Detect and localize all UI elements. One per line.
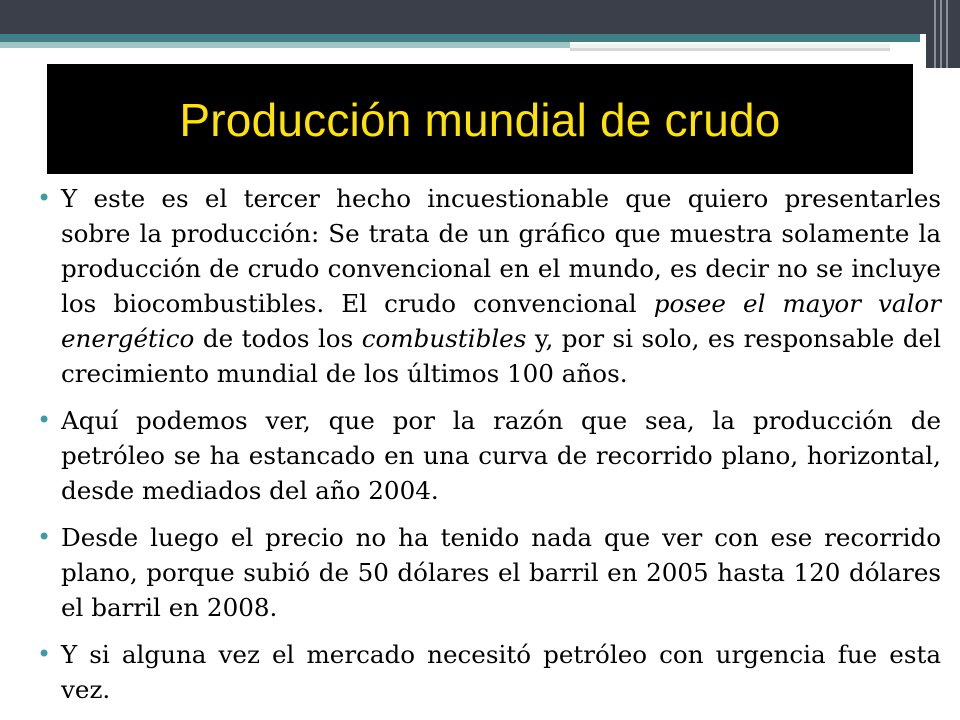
bullet-text: y, por si solo, es responsable del crecimiento mundial de los últimos 100 años.: [61, 324, 941, 388]
title-banner: [47, 64, 913, 174]
slide-title: Producción mundial de crudo: [179, 94, 781, 146]
bullet-dot-icon: •: [37, 640, 52, 668]
teal-accent-band: [0, 34, 920, 42]
bullet-list: [37, 181, 941, 719]
bullet-item: [37, 403, 941, 508]
bullet-dot-icon: •: [37, 523, 52, 551]
bullet-text: Y si alguna vez el mercado necesitó petróleo con urgencia fue esta vez.: [61, 640, 941, 704]
top-decorative-bar: [0, 0, 960, 34]
bullet-text: Desde luego el precio no ha tenido nada que ver con ese recorrido plano, porque subió de 50 dólares el barril en 2005 hasta 120 dólares el barril en 2008.: [61, 523, 941, 622]
light-teal-accent-band: [0, 42, 570, 48]
bullet-item: [37, 520, 941, 625]
bullet-item: [37, 637, 941, 707]
bullet-item: [37, 181, 941, 391]
bullet-emphasis: posee el mayor valor energético: [61, 289, 941, 353]
bullet-text: de todos los: [194, 324, 362, 353]
corner-decoration: [926, 0, 960, 68]
bullet-text: Aquí podemos ver, que por la razón que sea, la producción de petróleo se ha estancado en una curva de recorrido plano, horizontal, desde mediados del año 2004.: [61, 406, 941, 505]
bullet-dot-icon: •: [37, 406, 52, 434]
bullet-text: Y este es el tercer hecho incuestionable que quiero presentarles sobre la producción: Se trata de un gráfico que muestra solamente la producción de crudo convencional en el mundo, es decir no se incluye los biocombustibles. El crudo convencional: [61, 184, 941, 318]
decorative-gray-line: [570, 48, 890, 51]
bullet-emphasis: combustibles: [361, 324, 527, 353]
bullet-dot-icon: •: [37, 184, 52, 212]
